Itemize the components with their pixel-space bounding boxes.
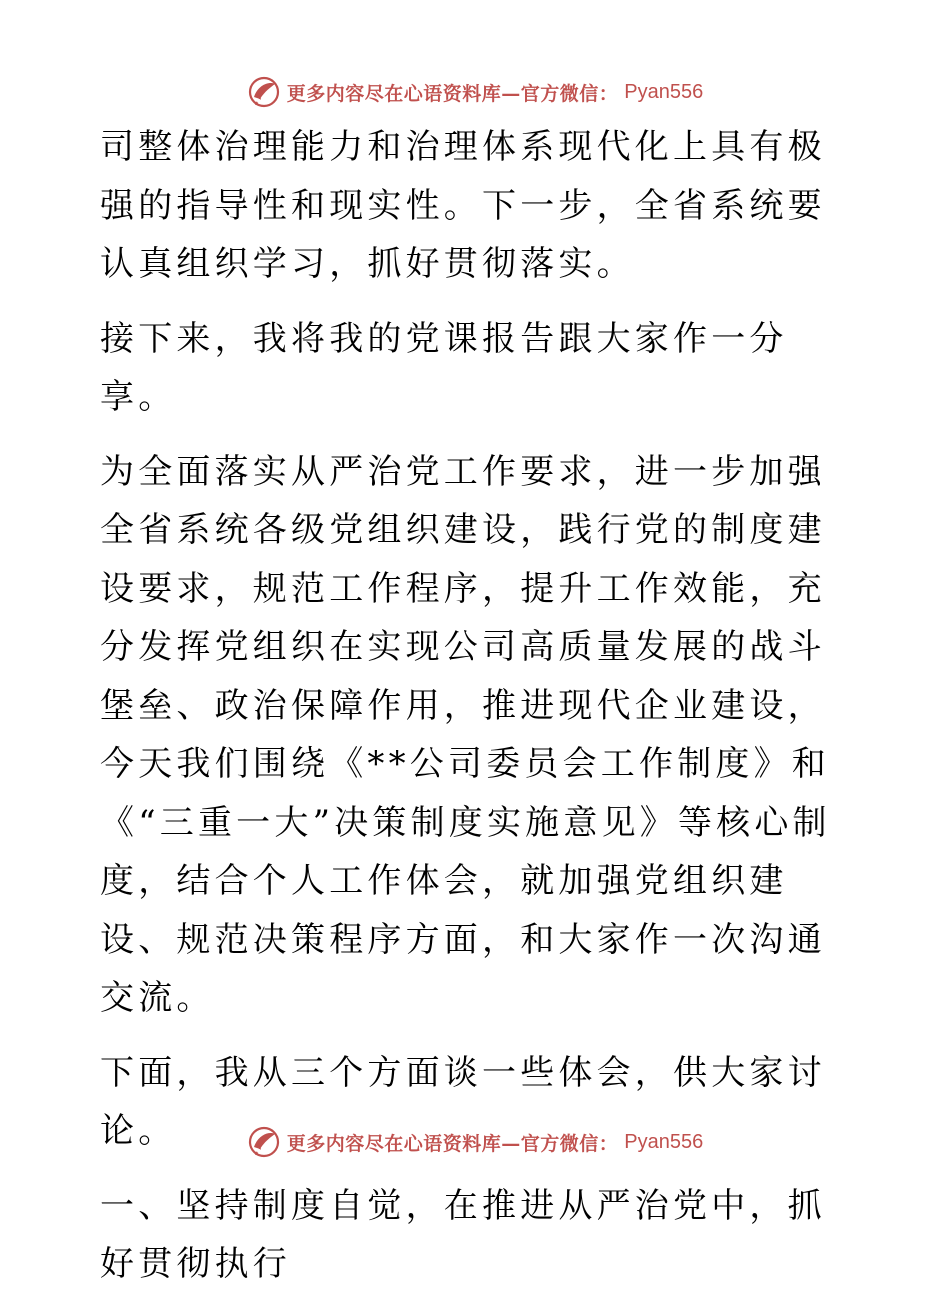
section-heading: 一、坚持制度自觉，在推进从严治党中，抓好贯彻执行 [100, 1185, 826, 1284]
paragraph-2: 接下来，我将我的党课报告跟大家作一分享。 [100, 318, 788, 417]
watermark-text: 更多内容尽在心语资料库—官方微信： [286, 82, 619, 105]
watermark-text: 更多内容尽在心语资料库—官方微信： [286, 1132, 619, 1155]
paragraph-4: 下面，我从三个方面谈一些体会，供大家讨论。 [100, 1052, 826, 1151]
paragraph-3: 为全面落实从严治党工作要求，进一步加强全省系统各级党组织建设，践行党的制度建设要求，规范工作程序，提升工作效能，充分发挥党组织在实现公司高质量发展的战斗堡垒、政治保障作用，推进现代企业建设，今天我们围绕《**公司委员会工作制度》和《“三重一大”决策制度实施意见》等核心制度，结合个人工作体会，就加强党组织建设、规范决策程序方面，和大家作一次沟通交流。 [100, 451, 831, 1018]
footer-watermark [0, 1122, 950, 1162]
document-body [100, 118, 860, 1294]
watermark-wechat-id: Pyan556 [624, 1130, 704, 1153]
header-watermark [0, 72, 950, 112]
pen-logo-icon [247, 75, 281, 109]
watermark-wechat-id: Pyan556 [624, 80, 704, 103]
paragraph-1: 司整体治理能力和治理体系现代化上具有极强的指导性和现实性。下一步，全省系统要认真组织学习，抓好贯彻落实。 [100, 127, 826, 284]
pen-logo-icon [247, 1125, 281, 1159]
